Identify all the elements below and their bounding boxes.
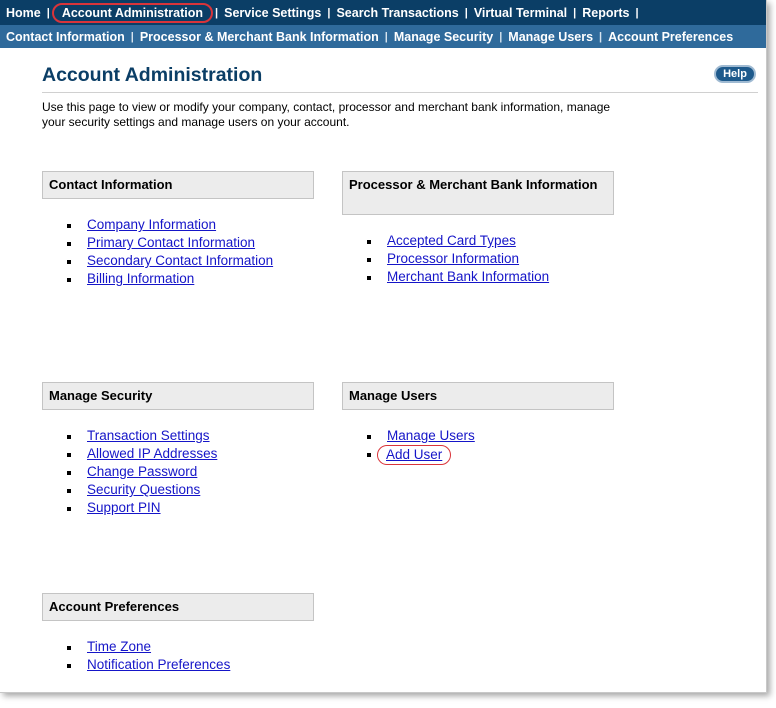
link-support-pin[interactable]: Support PIN [87,500,161,515]
link-allowed-ip-addresses[interactable]: Allowed IP Addresses [87,446,218,461]
help-button[interactable]: Help [714,65,756,83]
list-item [342,445,475,463]
title-divider [42,92,758,93]
subnav-manage-users[interactable]: Manage Users [508,29,594,44]
list-item [42,252,273,270]
link-primary-contact-information[interactable]: Primary Contact Information [87,235,256,250]
nav-separator: | [464,6,468,19]
list-item [42,638,230,656]
nav-home[interactable]: Home [6,5,41,20]
list-item [42,499,217,517]
section-header-users: Manage Users [342,382,614,410]
link-accepted-card-types[interactable]: Accepted Card Types [387,233,516,248]
subnav-account-preferences[interactable]: Account Preferences [608,29,734,44]
nav-separator: | [599,30,603,43]
section-header-contact: Contact Information [42,171,314,199]
list-item [42,656,230,674]
nav-separator: | [573,6,577,19]
list-item [42,481,217,499]
list-item [342,268,549,286]
link-time-zone[interactable]: Time Zone [87,639,152,654]
security-links [42,427,217,517]
nav-separator: | [327,6,331,19]
list-item [342,250,549,268]
subnav-manage-security[interactable]: Manage Security [393,29,494,44]
link-change-password[interactable]: Change Password [87,464,198,479]
nav-reports[interactable]: Reports [582,5,630,20]
preferences-links [42,638,230,674]
link-company-information[interactable]: Company Information [87,217,217,232]
list-item [42,270,273,288]
section-header-security: Manage Security [42,382,314,410]
nav-service-settings[interactable]: Service Settings [224,5,322,20]
nav-separator: | [215,6,219,19]
list-item [42,445,217,463]
add-user-highlight [377,445,451,465]
link-processor-information[interactable]: Processor Information [387,251,520,266]
link-notification-preferences[interactable]: Notification Preferences [87,657,231,672]
list-item [42,234,273,252]
nav-separator: | [635,6,639,19]
link-transaction-settings[interactable]: Transaction Settings [87,428,210,443]
page-title: Account Administration [42,64,263,86]
nav-account-administration[interactable]: Account Administration [52,3,213,23]
secondary-nav [0,25,766,48]
link-add-user[interactable]: Add User [386,447,443,462]
link-billing-information[interactable]: Billing Information [87,271,195,286]
processor-links [342,232,549,286]
subnav-processor-merchant-bank[interactable]: Processor & Merchant Bank Information [139,29,379,44]
primary-nav [0,0,766,25]
nav-separator: | [499,30,503,43]
contact-links [42,216,273,288]
list-item [342,427,475,445]
section-header-processor: Processor & Merchant Bank Information [342,171,614,215]
subnav-contact-information[interactable]: Contact Information [6,29,125,44]
nav-separator: | [384,30,388,43]
nav-virtual-terminal[interactable]: Virtual Terminal [473,5,568,20]
link-security-questions[interactable]: Security Questions [87,482,201,497]
nav-search-transactions[interactable]: Search Transactions [336,5,459,20]
nav-separator: | [46,6,50,19]
list-item [342,232,549,250]
nav-separator: | [130,30,134,43]
link-merchant-bank-information[interactable]: Merchant Bank Information [387,269,550,284]
link-manage-users[interactable]: Manage Users [387,428,475,443]
link-secondary-contact-information[interactable]: Secondary Contact Information [87,253,274,268]
list-item [42,216,273,234]
list-item [42,463,217,481]
section-header-preferences: Account Preferences [42,593,314,621]
users-links [342,427,475,463]
intro-text: Use this page to view or modify your company, contact, processor and merchant bank information, manage your security settings and manage users on your account. [42,100,611,129]
list-item [42,427,217,445]
